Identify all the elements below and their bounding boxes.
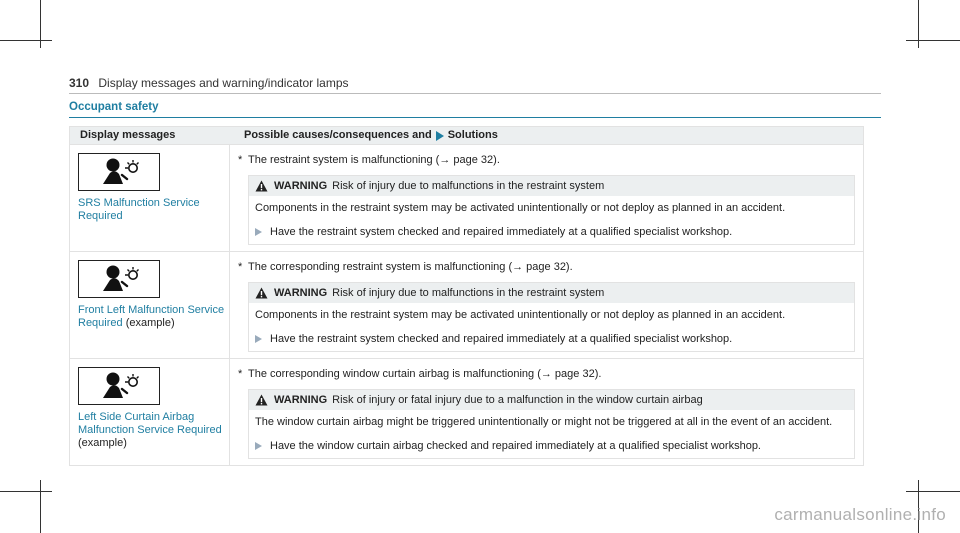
warning-label: WARNING	[274, 287, 328, 299]
warning-body: The window curtain airbag might be triggered unintentionally or might not be triggered at all in the event of an accident.	[255, 416, 833, 428]
display-message-cell	[70, 359, 230, 465]
crop-mark	[0, 491, 52, 492]
warning-body: Components in the restraint system may be activated unintentionally or not deploy as planned in an accident.	[255, 202, 786, 214]
bullet-star: *	[238, 261, 243, 273]
table-header	[70, 127, 863, 144]
display-message-cell	[70, 145, 230, 251]
action-step-text: Have the restraint system checked and repaired immediately at a qualified specialist workshop.	[270, 226, 733, 238]
action-step	[249, 433, 854, 458]
action-arrow-icon	[255, 442, 262, 450]
cause-text: The corresponding restraint system is malfunctioning (→ page 32).	[248, 261, 573, 273]
warning-box	[248, 282, 855, 352]
warning-header	[249, 176, 854, 196]
column-header-messages: Display messages	[80, 129, 176, 141]
warning-box	[248, 175, 855, 245]
warning-label: WARNING	[274, 180, 328, 192]
airbag-warning-icon	[78, 367, 160, 405]
causes-cell	[230, 252, 863, 358]
warning-head-text: Risk of injury or fatal injury due to a malfunction in the window curtain airbag	[332, 394, 703, 406]
cause-text: The restraint system is malfunctioning (→ page 32).	[248, 154, 500, 166]
example-note: (example)	[78, 437, 127, 449]
causes-cell	[230, 145, 863, 251]
column-header-solutions-text: Solutions	[447, 129, 498, 141]
warning-triangle-icon	[255, 394, 268, 406]
cause-item	[238, 367, 855, 381]
display-message-text: Front Left Malfunction Service Required	[78, 304, 225, 329]
cause-item	[238, 153, 855, 167]
warning-triangle-icon	[255, 287, 268, 299]
action-step-text: Have the window curtain airbag checked and repaired immediately at a qualified specialist workshop.	[270, 440, 761, 452]
page-header	[69, 76, 881, 90]
cause-text: The corresponding window curtain airbag is malfunctioning (→ page 32).	[248, 368, 602, 380]
crop-mark	[0, 40, 52, 41]
display-message-cell	[70, 252, 230, 358]
cause-item	[238, 260, 855, 274]
action-arrow-icon	[255, 335, 262, 343]
example-note: (example)	[122, 317, 175, 329]
messages-table	[69, 126, 864, 466]
page-header-title: Display messages and warning/indicator lamps	[98, 76, 349, 90]
display-message-text: Left Side Curtain Airbag Malfunction Service Required	[78, 411, 222, 436]
airbag-warning-icon	[78, 260, 160, 298]
warning-header	[249, 390, 854, 410]
warning-label: WARNING	[274, 394, 328, 406]
display-message-text: SRS Malfunction Service Required	[78, 197, 200, 222]
warning-body: Components in the restraint system may be activated unintentionally or not deploy as planned in an accident.	[255, 309, 786, 321]
column-header-causes-text: Possible causes/consequences and	[244, 129, 432, 141]
solutions-arrow-icon	[436, 131, 444, 141]
warning-head-text: Risk of injury due to malfunctions in the restraint system	[332, 180, 605, 192]
table-row	[70, 251, 863, 358]
header-rule	[69, 93, 881, 94]
crop-mark	[906, 491, 960, 492]
action-arrow-icon	[255, 228, 262, 236]
warning-head-text: Risk of injury due to malfunctions in the restraint system	[332, 287, 605, 299]
warning-triangle-icon	[255, 180, 268, 192]
bullet-star: *	[238, 154, 243, 166]
crop-mark	[40, 480, 41, 533]
crop-mark	[906, 40, 960, 41]
action-step	[249, 326, 854, 351]
column-header-causes	[240, 127, 498, 144]
bullet-star: *	[238, 368, 243, 380]
warning-header	[249, 283, 854, 303]
section-title: Occupant safety	[69, 101, 159, 113]
page-number: 310	[69, 76, 90, 90]
causes-cell	[230, 359, 863, 465]
watermark: carmanualsonline.info	[774, 505, 946, 524]
warning-box	[248, 389, 855, 459]
action-step	[249, 219, 854, 244]
action-step-text: Have the restraint system checked and repaired immediately at a qualified specialist workshop.	[270, 333, 733, 345]
table-row	[70, 358, 863, 465]
table-row	[70, 144, 863, 251]
airbag-warning-icon	[78, 153, 160, 191]
section-rule	[69, 117, 881, 118]
